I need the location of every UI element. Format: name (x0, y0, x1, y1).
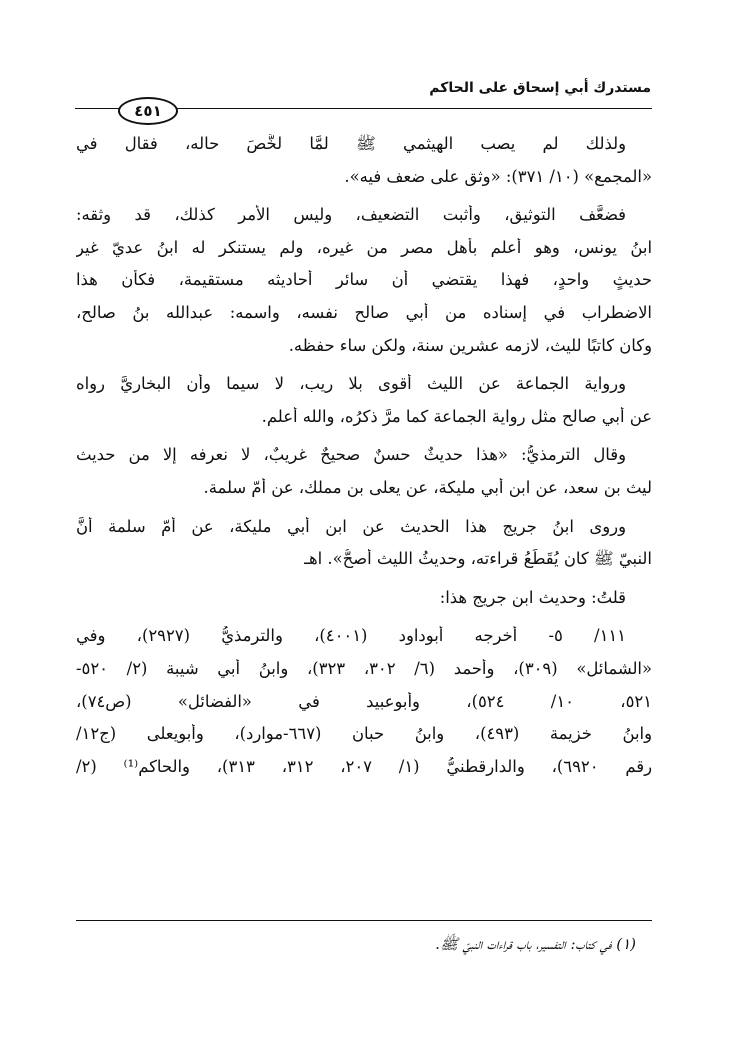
text-line: فضعَّف التوثيق، وأثبت التضعيف، وليس الأمر كذلك، قد وثقه: (76, 205, 626, 225)
text-line: وكان كاتبًا لليث، لازمه عشرين سنة، ولكن ساء حفظه. (288, 335, 652, 355)
text-line: وقال الترمذيُّ: «هذا حديثٌ حسنٌ صحيحٌ غريبٌ، لا نعرفه إلا من حديث (76, 445, 626, 465)
running-title: مستدرك أبي إسحاق على الحاكم (429, 80, 651, 96)
text-line: حديثٍ واحدٍ، فهذا يقتضي أن سائر أحاديثه مستقيمة، فكأن هذا (76, 270, 652, 290)
text-line: وروى ابنُ جريج هذا الحديث عن ابن أبي مليكة، عن أمّ سلمة أنَّ (76, 516, 626, 536)
text-line: «الشمائل» (٣٠٩)، وأحمد (٦/ ٣٠٢، ٣٢٣)، وابنُ أبي شيبة (٢/ ٥٢٠- (76, 658, 652, 678)
text-line: الاضطراب في إسناده من أبي صالح نفسه، واسمه: عبدالله بنُ صالح، (76, 302, 652, 322)
body-text (76, 134, 652, 789)
footnote-rule (76, 920, 652, 921)
text-line: ١١١/ ٥- أخرجه أبوداود (٤٠٠١)، والترمذيُّ (٢٩٢٧)، وفي (76, 626, 626, 646)
footnote: (١) في كتاب: التفسير، باب قراءات النبيّ ﷺ. (435, 935, 636, 953)
text-line: عن أبي صالح مثل رواية الجماعة كما مرَّ ذكرُه، والله أعلم. (261, 406, 652, 426)
text-line: ولذلك لم يصب الهيثمي ﷺ لمَّا لخَّصَ حاله، فقال في (76, 134, 626, 153)
text-line: رقم ٦٩٢٠)، والدارقطنيُّ (١/ ٢٠٧، ٣١٢، ٣١٣)، والحاكم⁽¹⁾ (٢/ (76, 756, 652, 776)
text-line: «المجمع» (١٠/ ٣٧١): «وثق على ضعف فيه». (344, 166, 652, 186)
text-line: ورواية الجماعة عن الليث أقوى بلا ريب، لا سيما وأن البخاريَّ رواه (76, 374, 626, 394)
text-line: وابنُ خزيمة (٤٩٣)، وابنُ حبان (٦٦٧-موارد)، وأبويعلى (ج١٢/ (76, 724, 652, 744)
text-line: قلتُ: وحديث ابن جريج هذا: (439, 587, 626, 607)
text-line: النبيّ ﷺ كان يُقَطِّعُ قراءته، وحديثُ الليث أصحُّ». اهـ (304, 549, 652, 569)
text-line: ابنُ يونس، وهو أعلم بأهل مصر من غيره، ولم يستنكر له ابنُ عديّ غير (76, 237, 652, 257)
text-line: ليث بن سعد، عن ابن أبي مليكة، عن يعلى بن مملك، عن أمّ سلمة. (203, 477, 652, 497)
text-line: ٥٢١، ١٠/ ٥٢٤)، وأبوعبيد في «الفضائل» (ص٧٤)، (76, 691, 652, 711)
page-number: ٤٥١ (118, 97, 178, 125)
